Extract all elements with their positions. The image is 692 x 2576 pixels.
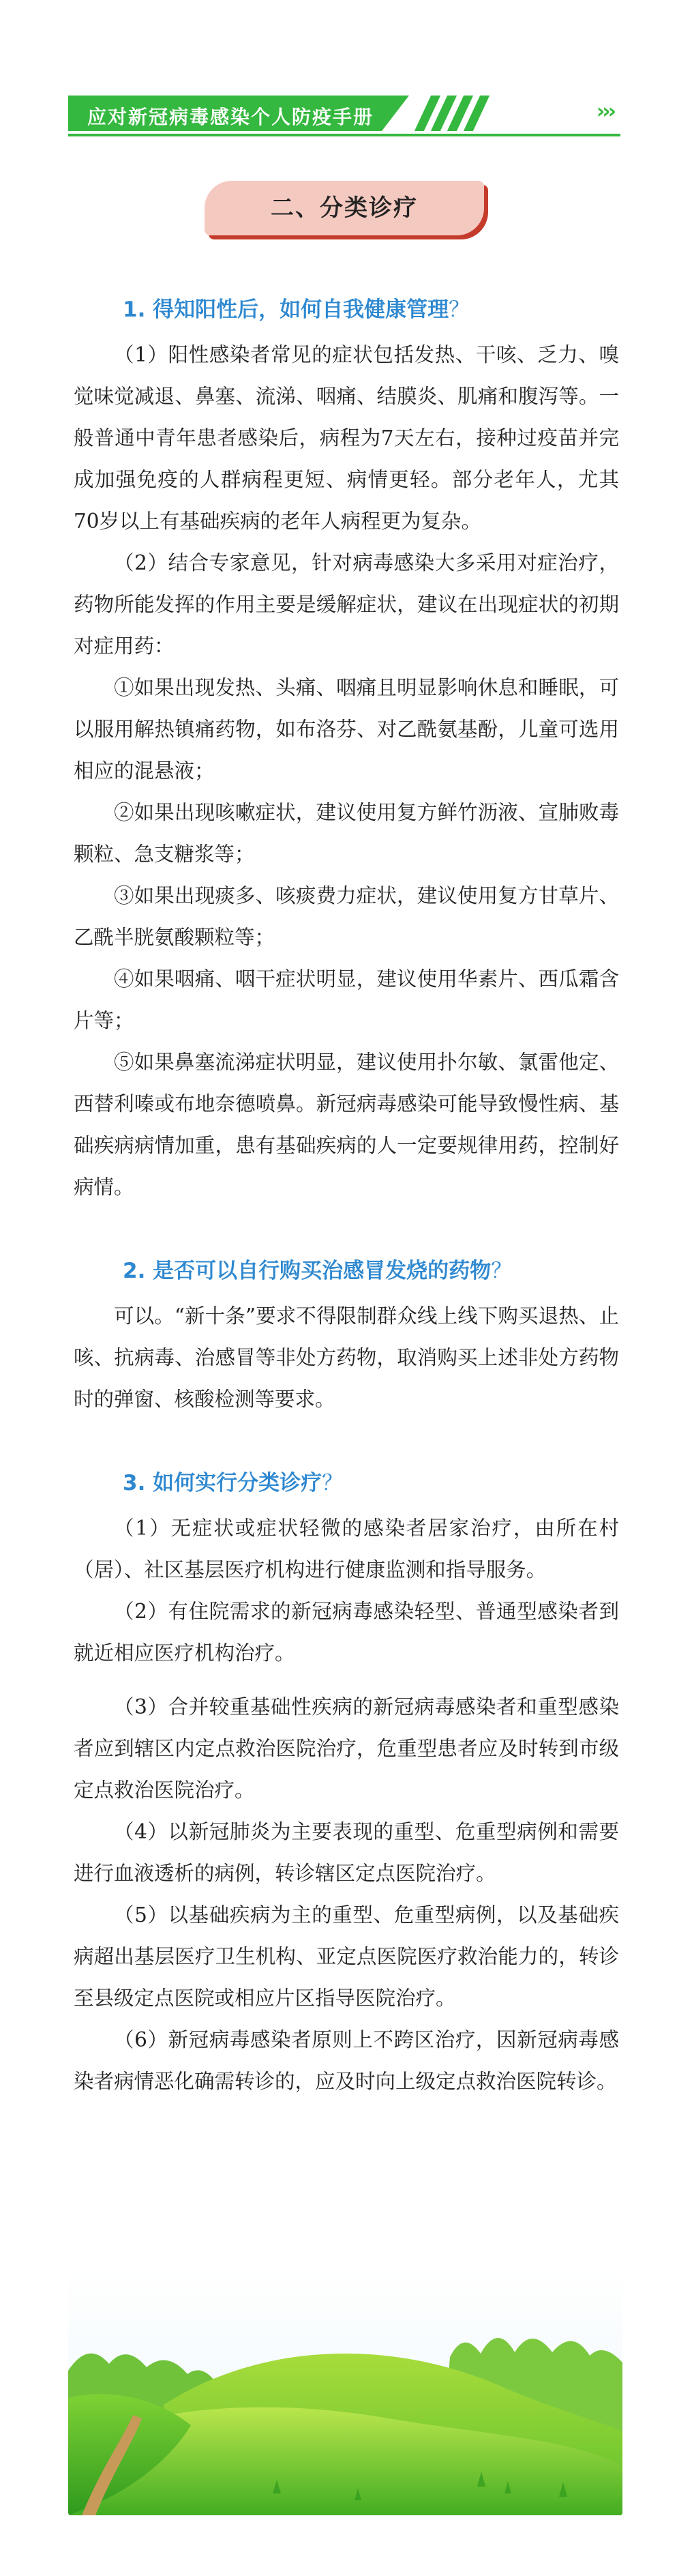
paragraph: ④如果咽痛、咽干症状明显，建议使用华素片、西瓜霜含片等； <box>74 967 619 1032</box>
question-title <box>74 1246 619 1296</box>
paragraph: ①如果出现发热、头痛、咽痛且明显影响休息和睡眠，可以服用解热镇痛药物，如布洛芬、对乙酰氨基酚，儿童可选用相应的混悬液； <box>74 676 619 782</box>
paragraph: （5）以基础疾病为主的重型、危重型病例，以及基础疾病超出基层医疗卫生机构、亚定点医院医疗救治能力的，转诊至县级定点医院或相应片区指导医院治疗。 <box>74 1903 619 2010</box>
question-mark: ？ <box>449 297 470 322</box>
chevrons-icon: ››› <box>596 100 614 123</box>
question-title <box>74 285 619 334</box>
content <box>74 285 619 2103</box>
question-mark: ？ <box>491 1259 513 1283</box>
paragraph: （1）阳性感染者常见的症状包括发热、干咳、乏力、嗅觉味觉减退、鼻塞、流涕、咽痛、结膜炎、肌痛和腹泻等。一般普通中青年患者感染后，病程为7天左右，接种过疫苗并完成加强免疫的人群病程更短、病情更轻。部分老年人，尤其70岁以上有基础疾病的老年人病程更为复杂。 <box>74 343 619 533</box>
paragraph: ⑤如果鼻塞流涕症状明显，建议使用扑尔敏、氯雷他定、西替利嗪或布地奈德喷鼻。新冠病毒感染可能导致慢性病、基础疾病病情加重，患有基础疾病的人一定要规律用药，控制好病情。 <box>74 1051 619 1199</box>
question-text: 1. 得知阳性后，如何自我健康管理 <box>123 297 449 322</box>
paragraph: （4）以新冠肺炎为主要表现的重型、危重型病例和需要进行血液透析的病例，转诊辖区定点医院治疗。 <box>74 1820 619 1885</box>
paragraph: （1）无症状或症状轻微的感染者居家治疗，由所在村（居）、社区基层医疗机构进行健康监测和指导服务。 <box>74 1517 619 1581</box>
header-banner <box>68 96 620 131</box>
paragraph: （2）有住院需求的新冠病毒感染轻型、普通型感染者到就近相应医疗机构治疗。 <box>74 1600 619 1665</box>
grass-hills-landscape-icon <box>68 2268 622 2515</box>
question-mark: ？ <box>322 1471 344 1495</box>
header-rule <box>68 134 620 136</box>
paragraph: （3）合并较重基础性疾病的新冠病毒感染者和重型感染者应到辖区内定点救治医院治疗，危重型患者应及时转到市级定点救治医院治疗。 <box>74 1695 619 1802</box>
paragraph: （2）结合专家意见，针对病毒感染大多采用对症治疗，药物所能发挥的作用主要是缓解症状，建议在出现症状的初期对症用药： <box>74 551 619 658</box>
paragraph: ③如果出现痰多、咳痰费力症状，建议使用复方甘草片、乙酰半胱氨酸颗粒等； <box>74 884 619 949</box>
question-title <box>74 1459 619 1508</box>
header-title: 应对新冠病毒感染个人防疫手册 <box>87 106 374 128</box>
paragraph: （6）新冠病毒感染者原则上不跨区治疗，因新冠病毒感染者病情恶化确需转诊的，应及时向上级定点救治医院转诊。 <box>74 2028 619 2093</box>
spacer <box>74 1420 619 1459</box>
header-stripes <box>423 96 481 131</box>
section-heading <box>205 181 484 235</box>
paragraph: 可以。“新十条”要求不得限制群众线上线下购买退热、止咳、抗病毒、治感冒等非处方药物，取消购买上述非处方药物时的弹窗、核酸检测等要求。 <box>74 1304 619 1411</box>
question-text: 3. 如何实行分类诊疗 <box>123 1471 322 1495</box>
paragraph: ②如果出现咳嗽症状，建议使用复方鲜竹沥液、宣肺败毒颗粒、急支糖浆等； <box>74 801 619 866</box>
spacer <box>74 1208 619 1246</box>
question-text: 2. 是否可以自行购买治感冒发烧的药物 <box>123 1259 492 1283</box>
spacer <box>74 1674 619 1686</box>
section-title: 二、分类诊疗 <box>271 194 418 222</box>
